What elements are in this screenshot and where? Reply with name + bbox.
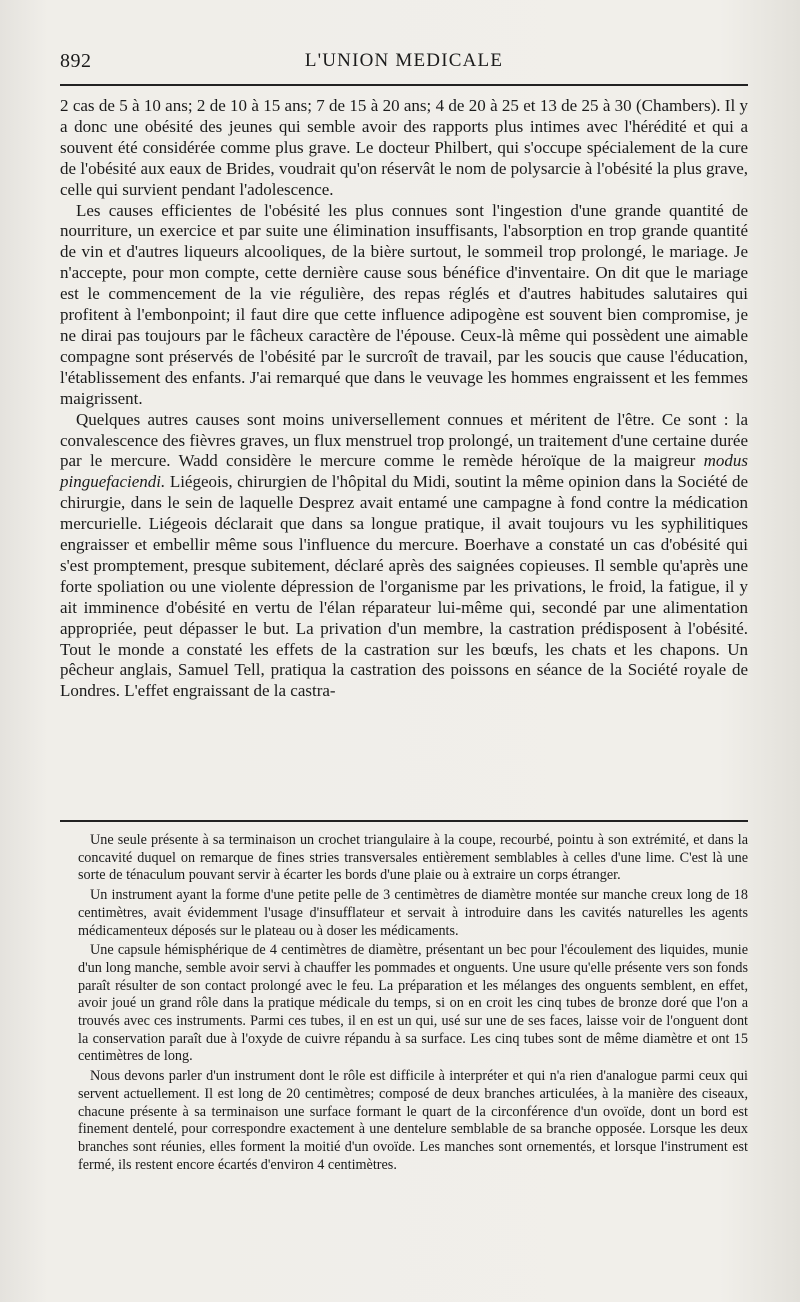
footnote-paragraph: Un instrument ayant la forme d'une petite pelle de 3 centimètres de diamètre montée sur manche creux long de 18 centimètres, avait évidemment l'usage d'insufflateur et servait à introduire dans les cavités naturelles les agents médicamenteux déposés sur le plateau ou à doser les médicaments. bbox=[78, 887, 748, 939]
paragraph bbox=[60, 410, 748, 703]
paragraph: Les causes efficientes de l'obésité les plus connues sont l'ingestion d'une grande quantité de nourriture, un exercice et par suite une élimination insuffisants, l'absorption en trop grande quantité de vin et d'autres liqueurs alcooliques, de la bière surtout, le sommeil trop prolongé, le mariage. Je n'accepte, pour mon compte, cette dernière cause sous bénéfice d'inventaire. On dit que le mariage est le commencement de la vie régulière, des repas réglés et d'autres habitudes salutaires qui profitent à l'embonpoint; il faut dire que cette influence adipogène est souvent bien compromise, je ne dirai pas toujours par le fâcheux caractère de l'épouse. Ceux-là même qui possèdent une aimable compagne sont préservés de l'obésité par le surcroît de travail, par les soucis que cause l'éducation, l'établissement des enfants. J'ai remarqué que dans le veuvage les hommes engraissent et les femmes maigrissent. bbox=[60, 200, 748, 408]
main-text bbox=[60, 96, 748, 702]
running-title: L'UNION MEDICALE bbox=[304, 50, 504, 71]
footnote-paragraph: Une capsule hémisphérique de 4 centimètres de diamètre, présentant un bec pour l'écoulement des liquides, munie d'un long manche, semble avoir servi à chauffer les pommades et onguents. Une usure qu'elle présente vers son fonds paraît résulter de son contact prolongé avec le feu. La préparation et les mélanges des onguents semblent, en effet, avoir joué un grand rôle dans la pratique médicale du temps, si on en croit les cinq tubes de bronze doré que l'on a trouvés avec ces instruments. Parmi ces tubes, il en est un qui, usé sur une de ses faces, laisse voir de l'onguent dont la conservation paraît due à l'oxyde de cuivre répandu à sa surface. Les cinq tubes sont de même diamètre et ont 15 centimètres de long. bbox=[78, 942, 748, 1065]
footnotes bbox=[78, 832, 748, 1176]
footnote-paragraph: Une seule présente à sa terminaison un crochet triangulaire à la coupe, recourbé, pointu à son extrémité, et dans la concavité duquel on remarque de fines stries transversales entièrement semblables à celles d'une lime. C'est là une sorte de ténaculum pouvant servir à écarter les bords d'une plaie ou à extraire un corps étranger. bbox=[78, 832, 748, 884]
paragraph-text: Quelques autres causes sont moins universellement connues et méritent de l'être. Ce sont : la convalescence des fièvres graves, un flux menstruel trop prolongé, un traitement d'une certaine durée par le mercure. Wadd considère le mercure comme le remède héroïque de la maigreur bbox=[60, 409, 748, 471]
latin-phrase: modus pinguefaciendi. bbox=[60, 451, 748, 492]
footnote-rule bbox=[60, 820, 748, 822]
page-header bbox=[60, 50, 748, 74]
page-number: 892 bbox=[60, 50, 92, 72]
paragraph: 2 cas de 5 à 10 ans; 2 de 10 à 15 ans; 7 de 15 à 20 ans; 4 de 20 à 25 et 13 de 25 à 30 (Chambers). Il y a donc une obésité des jeunes qui semble avoir des rapports plus intimes avec l'hérédité et qui a souvent été considérée comme plus grave. Le docteur Philbert, qui s'occupe spécialement de la cure de l'obésité aux eaux de Brides, voudrait qu'on réservât le nom de polysarcie à l'obésité la plus grave, celle qui survient pendant l'adolescence. bbox=[60, 96, 748, 199]
paragraph-text: Liégeois, chirurgien de l'hôpital du Midi, soutint la même opinion dans la Société de chirurgie, dans le sein de laquelle Desprez avait entamé une campagne à fond contre la médication mercurielle. Liégeois déclarait que dans sa longue pratique, il avait toujours vu les syphilitiques engraisser et embellir même sous l'influence du mercure. Boerhave a constaté un cas d'obésité qui s'est promptement, presque subitement, déclaré après des saignées copieuses. Il semble qu'après une forte spoliation ou une violente dépression de l'organisme par les privations, le froid, la fatigue, il y ait imminence d'obésité en vertu de l'élan réparateur lui-même qui, secondé par une alimentation appropriée, peut dépasser le but. La privation d'un membre, la castration prédisposent à l'obésité. Tout le monde a constaté les effets de la castration sur les bœufs, les chats et les chapons. Un pêcheur anglais, Samuel Tell, pratiqua la castration des poissons en séance de la Société royale de Londres. L'effet engraissant de la castra- bbox=[60, 472, 748, 701]
header-rule bbox=[60, 84, 748, 86]
footnote-paragraph: Nous devons parler d'un instrument dont le rôle est difficile à interpréter et qui n'a rien d'analogue parmi ceux qui servent actuellement. Il est long de 20 centimètres; composé de deux branches articulées, à la manière des ciseaux, chacune présente à sa terminaison une surface formant le quart de la circonférence d'un ovoïde, dont un bord est finement dentelé, pour correspondre exactement à une dentelure semblable de sa branche opposée. Lorsque les deux branches sont réunies, elles forment la moitié d'un ovoïde. Les manches sont ornementés, et lorsque l'instrument est fermé, ils restent encore écartés d'environ 4 centimètres. bbox=[78, 1068, 748, 1173]
